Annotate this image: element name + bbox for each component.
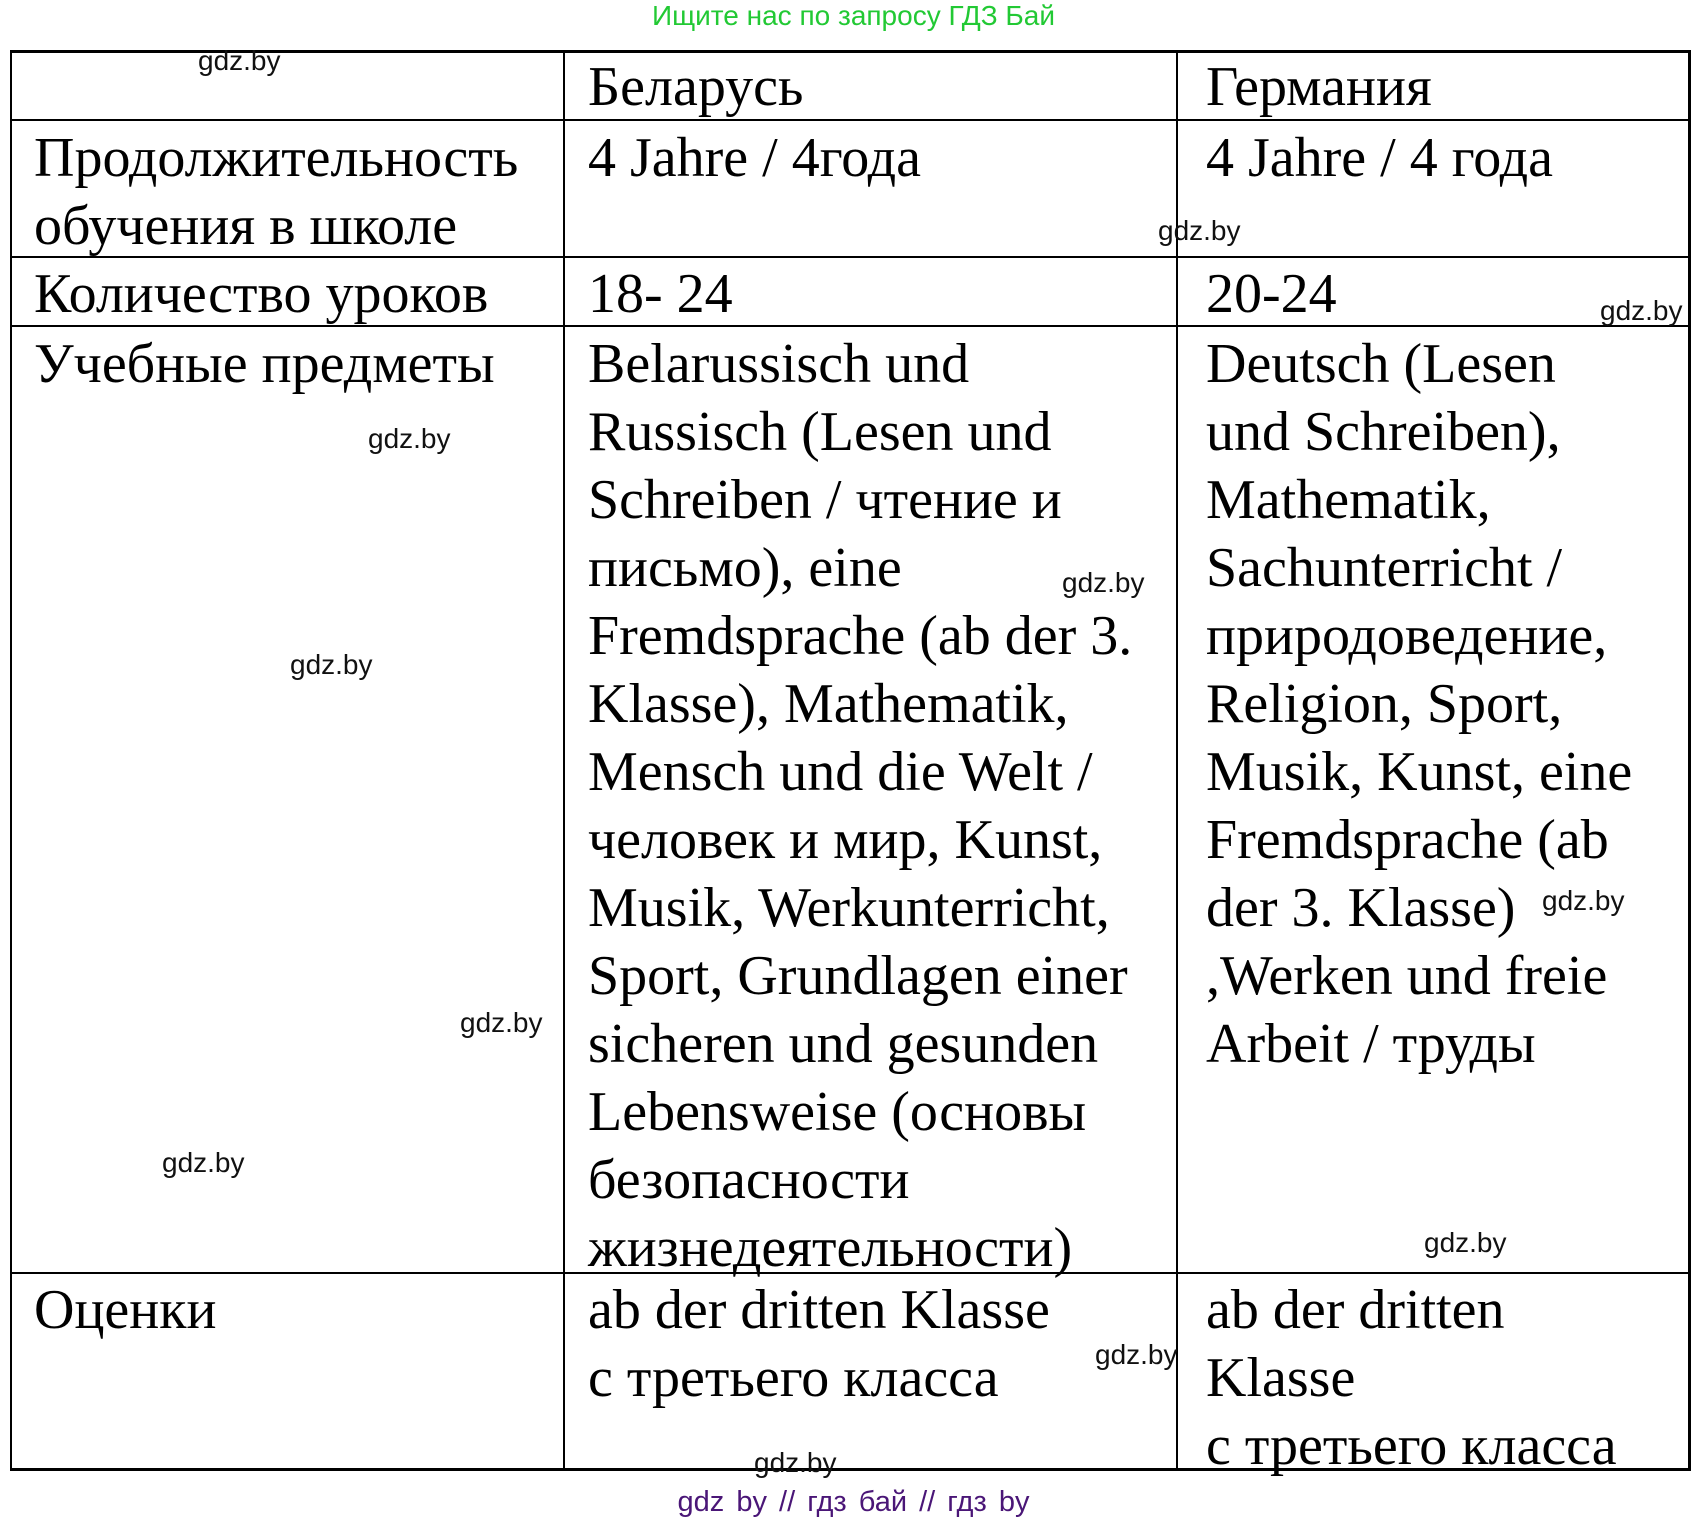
cell-line: 20-24 xyxy=(1206,263,1337,325)
cell-germany-lessons xyxy=(1206,260,1337,328)
cell-line: Sport, Grundlagen einer xyxy=(588,945,1128,1007)
cell-line: Russisch (Lesen und xyxy=(588,401,1052,463)
label-line: обучения в школе xyxy=(34,195,458,257)
watermark: gdz.by xyxy=(1062,567,1145,598)
row-label-lessons xyxy=(34,260,488,328)
row-divider xyxy=(11,119,1690,121)
cell-line: Fremdsprache (ab der 3. xyxy=(588,605,1133,667)
watermark: gdz.by xyxy=(1600,295,1683,326)
watermark: gdz.by xyxy=(162,1147,245,1178)
row-label-grades xyxy=(34,1276,216,1344)
cell-line: 18- 24 xyxy=(588,263,733,325)
cell-belarus-duration xyxy=(588,124,921,192)
search-banner: Ищите нас по запросу ГДЗ Бай xyxy=(651,0,1056,31)
cell-belarus-lessons xyxy=(588,260,733,328)
footer-links: gdz by // гдз бай // гдз by xyxy=(677,1486,1030,1518)
row-label-subjects xyxy=(34,330,495,398)
cell-line: sicheren und gesunden xyxy=(588,1013,1099,1075)
label-line: Учебные предметы xyxy=(34,333,495,395)
cell-belarus-grades xyxy=(588,1276,1050,1412)
table-border-right xyxy=(1688,50,1691,1471)
cell-line: Musik, Kunst, eine xyxy=(1206,741,1633,803)
cell-line: Sachunterricht / xyxy=(1206,537,1563,599)
cell-line: Deutsch (Lesen xyxy=(1206,333,1556,395)
column-divider xyxy=(563,50,565,1471)
cell-line: 4 Jahre / 4 года xyxy=(1206,127,1554,189)
watermark: gdz.by xyxy=(1158,215,1241,246)
cell-line: с третьего класса xyxy=(1206,1415,1617,1477)
cell-line: Fremdsprache (ab xyxy=(1206,809,1609,871)
table-border-left xyxy=(10,50,12,1471)
watermark: gdz.by xyxy=(198,45,281,76)
cell-line: Klasse), Mathematik, xyxy=(588,673,1069,735)
cell-line: письмо), eine xyxy=(588,537,902,599)
cell-line: безопасности xyxy=(588,1149,910,1211)
watermark: gdz.by xyxy=(754,1447,837,1478)
watermark: gdz.by xyxy=(1542,885,1625,916)
cell-germany-duration xyxy=(1206,124,1553,192)
cell-germany-subjects xyxy=(1206,330,1632,1078)
cell-line: Lebensweise (основы xyxy=(588,1081,1087,1143)
cell-line: Musik, Werkunterricht, xyxy=(588,877,1110,939)
watermark: gdz.by xyxy=(1424,1227,1507,1258)
cell-line: ,Werken und freie xyxy=(1206,945,1608,1007)
cell-line: человек и мир, Kunst, xyxy=(588,809,1103,871)
watermark: gdz.by xyxy=(460,1007,543,1038)
cell-belarus-subjects xyxy=(588,330,1132,1282)
label-line: Продолжительность xyxy=(34,127,519,189)
header-belarus: Беларусь xyxy=(588,56,804,118)
cell-line: der 3. Klasse) xyxy=(1206,877,1516,939)
cell-line: und Schreiben), xyxy=(1206,401,1561,463)
cell-line: Klasse xyxy=(1206,1347,1356,1409)
watermark: gdz.by xyxy=(1095,1339,1178,1370)
cell-line: Mensch und die Welt / xyxy=(588,741,1093,803)
cell-line: Belarussisch und xyxy=(588,333,970,395)
header-germany: Германия xyxy=(1206,56,1432,118)
cell-line: 4 Jahre / 4года xyxy=(588,127,922,189)
cell-line: Schreiben / чтение и xyxy=(588,469,1062,531)
cell-line: жизнедеятельности) xyxy=(588,1217,1073,1279)
label-line: Количество уроков xyxy=(34,263,489,325)
cell-line: ab der dritten xyxy=(1206,1279,1505,1341)
cell-line: Mathematik, xyxy=(1206,469,1491,531)
column-divider xyxy=(1176,50,1178,1471)
cell-line: Religion, Sport, xyxy=(1206,673,1563,735)
watermark: gdz.by xyxy=(290,649,373,680)
row-label-duration xyxy=(34,124,518,260)
cell-line: с третьего класса xyxy=(588,1347,999,1409)
cell-germany-grades xyxy=(1206,1276,1617,1480)
cell-line: ab der dritten Klasse xyxy=(588,1279,1050,1341)
cell-line: природоведение, xyxy=(1206,605,1608,667)
cell-line: Arbeit / труды xyxy=(1206,1013,1536,1075)
label-line: Оценки xyxy=(34,1279,217,1341)
watermark: gdz.by xyxy=(368,423,451,454)
